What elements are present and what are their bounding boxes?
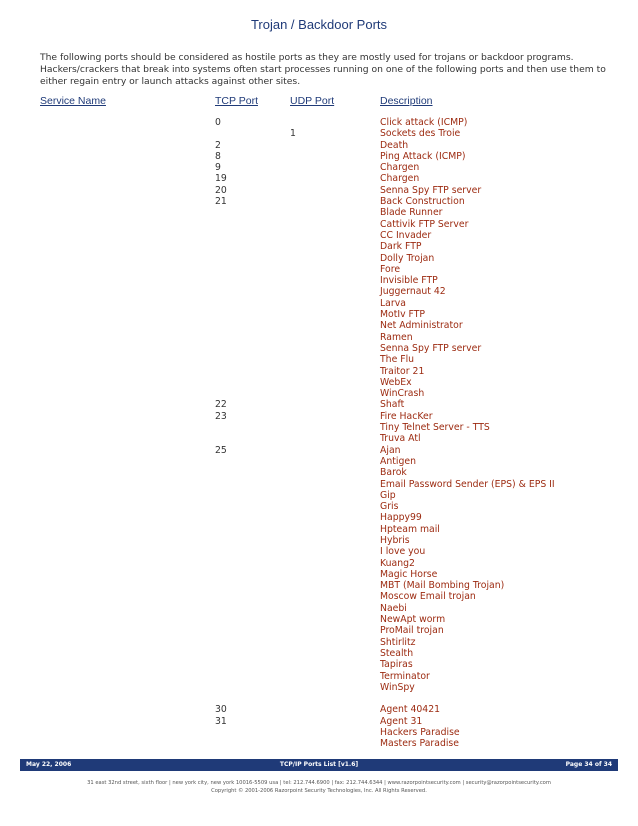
description-cell: Dark FTP bbox=[380, 241, 422, 253]
intro-paragraph: The following ports should be considered as hostile ports as they are mostly used for trojans or backdoor programs. Hackers/crackers that break into systems often start processes running on one of the following ports and then use them to either regain entry or launch attacks against other sites. bbox=[40, 52, 606, 87]
table-row bbox=[0, 580, 638, 591]
description-cell: Click attack (ICMP) bbox=[380, 117, 468, 128]
table-row bbox=[0, 320, 638, 331]
page-title: Trojan / Backdoor Ports bbox=[250, 17, 388, 32]
description-cell: Magic Horse bbox=[380, 568, 438, 580]
description-cell: The Flu bbox=[380, 354, 415, 366]
tcp-port-cell: 20 bbox=[215, 184, 227, 196]
table-row bbox=[0, 275, 638, 286]
tcp-port-cell: 21 bbox=[215, 196, 227, 208]
description-cell: Naebi bbox=[380, 602, 407, 614]
table-row bbox=[0, 207, 638, 218]
description-cell: Sockets des Troie bbox=[380, 128, 461, 140]
description-cell: Agent 31 bbox=[380, 715, 423, 727]
table-row bbox=[0, 422, 638, 433]
description-cell: Senna Spy FTP server bbox=[380, 184, 482, 196]
table-row bbox=[0, 196, 638, 207]
footer-address-block bbox=[0, 779, 638, 795]
description-cell: Death bbox=[380, 139, 409, 151]
tcp-port-cell: 25 bbox=[215, 444, 227, 456]
table-row bbox=[0, 298, 638, 309]
table-row bbox=[0, 614, 638, 625]
tcp-port-cell: 0 bbox=[215, 117, 221, 128]
description-cell: Invisible FTP bbox=[380, 275, 438, 287]
table-row bbox=[0, 162, 638, 173]
description-cell: Ramen bbox=[380, 331, 413, 343]
description-cell: Shtirlitz bbox=[380, 636, 416, 648]
udp-port-cell: 1 bbox=[290, 128, 296, 140]
description-cell: Senna Spy FTP server bbox=[380, 342, 482, 354]
table-row bbox=[0, 377, 638, 388]
tcp-port-cell: 2 bbox=[215, 139, 221, 151]
table-row bbox=[0, 399, 638, 410]
description-cell: NewApt worm bbox=[380, 614, 446, 626]
description-cell: Barok bbox=[380, 467, 407, 479]
description-cell: Larva bbox=[380, 297, 406, 309]
description-cell: Email Password Sender (EPS) & EPS II bbox=[380, 478, 555, 490]
table-row bbox=[0, 637, 638, 648]
description-cell: Happy99 bbox=[380, 512, 422, 524]
description-cell: Gip bbox=[380, 489, 396, 501]
description-cell: Blade Runner bbox=[380, 207, 443, 219]
table-row bbox=[0, 490, 638, 501]
table-row bbox=[0, 173, 638, 184]
table-row bbox=[0, 332, 638, 343]
table-row bbox=[0, 456, 638, 467]
description-cell: Gris bbox=[380, 501, 399, 513]
description-cell: Hpteam mail bbox=[380, 523, 440, 535]
ports-table bbox=[0, 117, 638, 750]
description-cell: Juggernaut 42 bbox=[380, 286, 446, 298]
description-cell: Truva Atl bbox=[380, 433, 421, 445]
table-row bbox=[0, 659, 638, 670]
table-row bbox=[0, 479, 638, 490]
table-row bbox=[0, 467, 638, 478]
description-cell: Fore bbox=[380, 263, 401, 275]
description-cell: MotIv FTP bbox=[380, 309, 426, 321]
table-row bbox=[0, 546, 638, 557]
table-row bbox=[0, 140, 638, 151]
table-row bbox=[0, 151, 638, 162]
table-row bbox=[0, 343, 638, 354]
description-cell: Antigen bbox=[380, 455, 416, 467]
table-row bbox=[0, 625, 638, 636]
tcp-port-cell: 31 bbox=[215, 715, 227, 727]
description-cell: ProMail trojan bbox=[380, 625, 444, 637]
table-row bbox=[0, 286, 638, 297]
description-cell: CC Invader bbox=[380, 229, 432, 241]
table-row bbox=[0, 727, 638, 738]
table-row bbox=[0, 501, 638, 512]
description-cell: Stealth bbox=[380, 647, 414, 659]
table-row bbox=[0, 535, 638, 546]
tcp-port-cell: 23 bbox=[215, 410, 227, 422]
description-cell: Shaft bbox=[380, 399, 405, 411]
table-row bbox=[0, 558, 638, 569]
description-cell: WinCrash bbox=[380, 388, 425, 400]
description-cell: WinSpy bbox=[380, 681, 415, 693]
table-row bbox=[0, 253, 638, 264]
table-row bbox=[0, 309, 638, 320]
table-row bbox=[0, 354, 638, 365]
description-cell: Hackers Paradise bbox=[380, 727, 460, 739]
table-row bbox=[0, 512, 638, 523]
description-cell: Fire HacKer bbox=[380, 410, 433, 422]
table-row bbox=[0, 693, 638, 704]
footer-page-number: Page 34 of 34 bbox=[565, 761, 612, 768]
description-cell: Net Administrator bbox=[380, 320, 463, 332]
footer-bar bbox=[20, 759, 618, 771]
table-row bbox=[0, 569, 638, 580]
table-row bbox=[0, 241, 638, 252]
description-cell: WebEx bbox=[380, 376, 412, 388]
table-row bbox=[0, 117, 638, 128]
tcp-port-cell: 19 bbox=[215, 173, 227, 185]
description-cell: Terminator bbox=[380, 670, 430, 682]
description-cell: Tiny Telnet Server - TTS bbox=[380, 422, 490, 434]
description-cell: Dolly Trojan bbox=[380, 252, 435, 264]
footer-date: May 22, 2006 bbox=[26, 761, 72, 768]
table-row bbox=[0, 128, 638, 139]
description-cell: Chargen bbox=[380, 173, 420, 185]
description-cell: Ping Attack (ICMP) bbox=[380, 150, 466, 162]
table-row bbox=[0, 716, 638, 727]
description-cell: Traitor 21 bbox=[380, 365, 425, 377]
table-row bbox=[0, 704, 638, 715]
footer-doc-title: TCP/IP Ports List [v1.6] bbox=[279, 761, 359, 768]
table-row bbox=[0, 185, 638, 196]
table-row bbox=[0, 603, 638, 614]
description-cell: Hybris bbox=[380, 534, 410, 546]
table-row bbox=[0, 388, 638, 399]
description-cell: I love you bbox=[380, 546, 426, 558]
table-row bbox=[0, 738, 638, 749]
description-cell: Cattivik FTP Server bbox=[380, 218, 469, 230]
description-cell: Agent 40421 bbox=[380, 704, 441, 716]
footer-copyright: Copyright © 2001-2006 Razorpoint Security Technologies, Inc. All Rights Reserved. bbox=[211, 788, 427, 794]
table-row bbox=[0, 264, 638, 275]
tcp-port-cell: 30 bbox=[215, 704, 227, 716]
description-cell: Chargen bbox=[380, 162, 420, 174]
tcp-port-cell: 9 bbox=[215, 162, 221, 174]
description-cell: MBT (Mail Bombing Trojan) bbox=[380, 580, 505, 592]
description-cell: Kuang2 bbox=[380, 557, 415, 569]
table-row bbox=[0, 648, 638, 659]
header-service-name: Service Name bbox=[40, 95, 106, 107]
table-row bbox=[0, 366, 638, 377]
table-row bbox=[0, 682, 638, 693]
description-cell: Back Construction bbox=[380, 196, 465, 208]
tcp-port-cell: 8 bbox=[215, 150, 221, 162]
description-cell: Moscow Email trojan bbox=[380, 591, 476, 603]
header-udp-port: UDP Port bbox=[290, 95, 335, 107]
description-cell: Tapiras bbox=[380, 659, 413, 671]
table-row bbox=[0, 445, 638, 456]
table-row bbox=[0, 230, 638, 241]
table-row bbox=[0, 671, 638, 682]
table-row bbox=[0, 524, 638, 535]
table-row bbox=[0, 591, 638, 602]
table-row bbox=[0, 411, 638, 422]
tcp-port-cell: 22 bbox=[215, 399, 227, 411]
table-row bbox=[0, 219, 638, 230]
header-tcp-port: TCP Port bbox=[215, 95, 258, 107]
footer-address: 31 east 32nd street, sixth floor | new york city, new york 10016-5509 usa | tel: 212.744.6900 | fax: 212.744.6344 | www.razorpointsecurity.com | security@razorpointsecurity.com bbox=[87, 780, 551, 786]
header-description: Description bbox=[380, 95, 433, 107]
description-cell: Ajan bbox=[380, 444, 401, 456]
table-row bbox=[0, 433, 638, 444]
description-cell: Masters Paradise bbox=[380, 738, 460, 750]
